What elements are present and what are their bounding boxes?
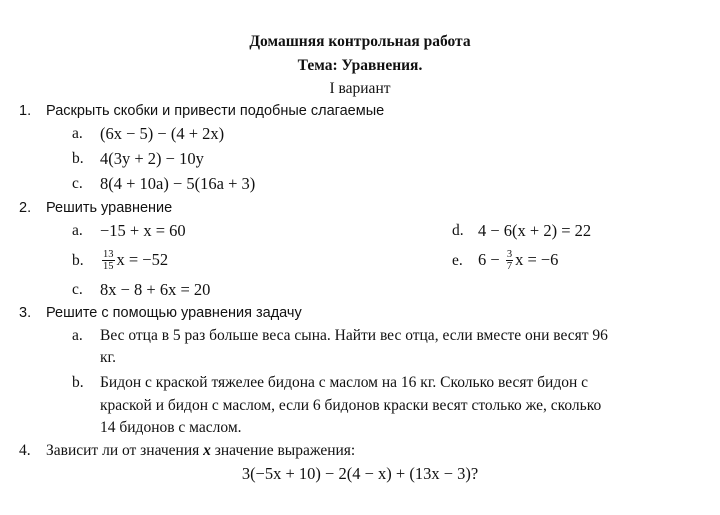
task-2b-fraction [102, 249, 115, 272]
task-2a-expr: −15 + x = 60 [100, 221, 186, 240]
task-2b-frac-den: 15 [103, 260, 114, 272]
task-2c-expr: 8x − 8 + 6x = 20 [100, 280, 211, 299]
task-4-number: 4. [19, 442, 31, 459]
task-2b-expr-rest: x = −52 [116, 250, 169, 269]
task-3a-label: a. [72, 327, 83, 344]
task-4-text-pre: Зависит ли от значения [46, 442, 204, 459]
task-1c-expr: 8(4 + 10a) − 5(16a + 3) [100, 174, 256, 193]
task-4-text-post: значение выражения: [210, 442, 356, 459]
task-2e-frac-num: 3 [506, 248, 513, 260]
task-2e-expr-rest: x = −6 [515, 250, 559, 269]
task-1b-expr: 4(3y + 2) − 10y [100, 149, 204, 168]
task-2c-label: c. [72, 281, 83, 298]
document-title: Домашняя контрольная работа [249, 33, 471, 50]
task-3a-line-2: кг. [100, 349, 117, 366]
task-2d-expr: 4 − 6(x + 2) = 22 [478, 221, 592, 240]
task-1a-label: a. [72, 125, 83, 142]
task-1-text: Раскрыть скобки и привести подобные слагаемые [46, 103, 385, 119]
task-2b-frac-num: 13 [103, 248, 114, 260]
task-1b-label: b. [72, 150, 84, 167]
task-3b-line-1: Бидон с краской тяжелее бидона с маслом на 16 кг. Сколько весят бидон с [100, 374, 589, 391]
task-2e-expr-pre: 6 − [478, 250, 504, 269]
task-4-text [46, 441, 355, 461]
task-2e-frac-den: 7 [506, 260, 513, 272]
task-1c-label: c. [72, 175, 83, 192]
task-3b-label: b. [72, 374, 84, 391]
task-3a-line-1: Вес отца в 5 раз больше веса сына. Найти вес отца, если вместе они весят 96 [100, 327, 608, 344]
task-2-text: Решить уравнение [46, 200, 173, 216]
task-3-text: Решите с помощью уравнения задачу [46, 305, 302, 321]
task-1-number: 1. [19, 103, 32, 119]
task-1a-expr: (6x − 5) − (4 + 2x) [100, 124, 225, 143]
document-topic: Тема: Уравнения. [297, 57, 423, 74]
document-variant: I вариант [329, 80, 391, 97]
task-2-number: 2. [19, 200, 32, 216]
task-3-number: 3. [19, 305, 32, 321]
task-2b-expr [100, 247, 168, 273]
task-2e-label: e. [452, 252, 463, 269]
task-2d-label: d. [452, 222, 464, 239]
task-2a-label: a. [72, 222, 83, 239]
task-3b-line-3: 14 бидонов с маслом. [100, 419, 242, 436]
task-2e-expr [478, 247, 558, 273]
task-2e-fraction [506, 249, 513, 272]
task-2b-label: b. [72, 252, 84, 269]
task-4-variable: x [203, 442, 211, 459]
task-4-expr: 3(−5x + 10) − 2(4 − x) + (13x − 3)? [241, 464, 479, 483]
task-3b-line-2: краской и бидон с маслом, если 6 бидонов краски весят столько же, сколько [100, 397, 602, 414]
